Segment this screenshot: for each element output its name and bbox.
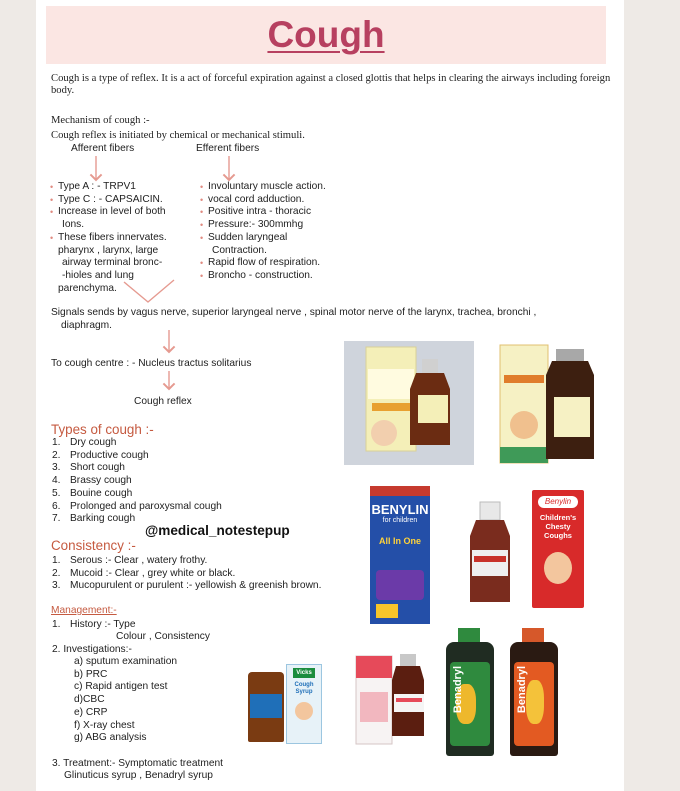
list-item: g) ABG analysis <box>74 732 147 744</box>
product-image-syrup-3 <box>354 652 424 748</box>
consistency-heading: Consistency :- <box>51 538 136 553</box>
list-item: • Broncho - construction. <box>200 269 313 281</box>
treatment-cont: Glinuticus syrup , Benadryl syrup <box>64 770 213 781</box>
list-item: 6. Prolonged and paroxysmal cough <box>52 500 222 512</box>
childrens-chesty-label: Children's Chesty Coughs <box>539 513 577 540</box>
list-item: e) CRP <box>74 706 108 718</box>
list-item: 3. Mucopurulent or purulent :- yellowish & greenish brown. <box>52 580 322 592</box>
list-item: • Positive intra - thoracic <box>200 206 312 218</box>
list-item: c) Rapid antigen test <box>74 681 168 693</box>
list-item: pharynx , larynx, large <box>58 244 159 256</box>
note-page: Cough Cough is a type of reflex. It is a act of forceful expiration against a closed glottis that helps in clearing the airways including foreign body. Mechanism of cough :- Cough reflex is initiated by chemical or mechanical stimuli. Afferent fibers Efferent fibers • Type A : - TRPV1 • Type C : - CAPSAICIN. • Increase in level of both Ions. • These fibers innervates. pharynx , larynx, large airway terminal bronc- -hioles and lung parenchyma. • Involuntary muscle action. • vocal cord adduction. • Positive intra - thoracic • Pressure:- 300mmhg • Sudden laryngeal Contraction. • Rapid flow of respiration. • Broncho - construction. Signals sends by vagus nerve, superior laryngeal nerve , spinal motor nerve of the larynx, trachea, bronchi , diaphragm. To cough centre : - Nucleus tractus solitarius Cough reflex Types of cough :- 1. Dry cough 2. Productive cough 3. Short cough 4. Brassy cough 5. Bouine cough 6. Prolonged and paroxysmal cough 7. Barking cough @medical_notestepup Consistency :- 1. Serous :- Clear , watery frothy. 2. Mucoid :- Clear , grey white or black. 3. Mucopurulent or purulent :- yellowish & greenish brown. Management:- 1. History :- Type Colour , Consistency 2. Investigations:- a) sputum examination b) PRC c) Rapid antigen test d)CBC e) CRP f) X-ray chest g) ABG analysis 3. Treatment:- Symptomatic treatment Glinuticus syrup , Benadryl syrup BENYLIN for children All In One Benylin Children's Chesty Coughs Vicks Cough Syrup Benadryl Benadryl <box>36 0 624 791</box>
product-image-benylin-box <box>370 486 430 624</box>
treatment-line: 3. Treatment:- Symptomatic treatment <box>52 758 223 769</box>
list-item: 7. Barking cough <box>52 513 136 525</box>
list-item: 2. Productive cough <box>52 449 149 461</box>
list-item: 4. Brassy cough <box>52 475 132 487</box>
list-item: 3. Short cough <box>52 462 125 474</box>
list-item: b) PRC <box>74 668 108 680</box>
list-item: • Type A : - TRPV1 <box>50 181 136 192</box>
product-image-benylin-chesty <box>532 490 584 608</box>
benadryl-label-1: Benadryl <box>452 666 464 714</box>
list-item: • vocal cord adduction. <box>200 193 305 205</box>
list-item: 1. Serous :- Clear , watery frothy. <box>52 555 208 566</box>
list-item: • Involuntary muscle action. <box>200 181 326 192</box>
reflex-text: Cough reflex <box>134 396 192 407</box>
investigations-list <box>74 656 177 745</box>
list-item: f) X-ray chest <box>74 719 135 731</box>
history-line: History :- Type <box>70 619 136 630</box>
list-item: • Rapid flow of respiration. <box>200 257 321 269</box>
product-image-syrup-1 <box>344 341 474 465</box>
all-in-one-label: All In One <box>378 536 421 546</box>
list-item: • Type C : - CAPSAICIN. <box>50 193 163 205</box>
types-heading: Types of cough :- <box>51 422 154 437</box>
intro-text: Cough is a type of reflex. It is a act of forceful expiration against a closed glottis that helps in clearing the airways including foreign body. <box>51 73 611 96</box>
list-item: 2. Mucoid :- Clear , grey white or black. <box>52 567 236 579</box>
investigations-line: 2. Investigations:- <box>52 644 132 655</box>
list-item: • Pressure:- 300mmhg <box>200 219 304 231</box>
list-item: • Sudden laryngeal <box>200 231 288 243</box>
product-image-bottle-red <box>468 496 512 608</box>
list-item: Ions. <box>62 219 85 231</box>
list-item: • Increase in level of both <box>50 206 166 218</box>
list-item: parenchyma. <box>58 282 117 294</box>
watermark-handle: @medical_notestepup <box>145 523 290 538</box>
benylin-script: Benylin <box>538 496 578 508</box>
signals-text-cont: diaphragm. <box>61 320 112 331</box>
signals-text: Signals sends by vagus nerve, superior laryngeal nerve , spinal motor nerve of the larynx, trachea, bronchi , <box>51 307 537 318</box>
consistency-list <box>52 555 321 593</box>
afferent-label: Afferent fibers <box>71 143 135 154</box>
management-heading: Management:- <box>51 605 117 616</box>
product-image-syrup-2 <box>496 341 600 465</box>
efferent-label: Efferent fibers <box>196 143 260 154</box>
types-list <box>52 437 222 526</box>
list-item: d)CBC <box>74 694 105 706</box>
cough-syrup-label: Cough Syrup <box>294 682 314 695</box>
list-item: • These fibers innervates. <box>50 231 167 243</box>
list-item: -hioles and lung <box>62 269 134 281</box>
benylin-word: BENYLIN <box>371 502 429 517</box>
list-item: airway terminal bronc- <box>62 257 163 269</box>
benadryl-label-2: Benadryl <box>516 666 528 714</box>
vicks-label: Vicks <box>293 668 315 678</box>
product-image-vicks <box>244 662 322 744</box>
product-image-benadryl <box>442 626 590 756</box>
history-cont: Colour , Consistency <box>116 631 210 642</box>
page-title: Cough <box>267 14 385 55</box>
list-item: 1. Dry cough <box>52 437 117 448</box>
list-item: a) sputum examination <box>74 656 178 667</box>
for-children-label: for children <box>382 517 418 524</box>
list-item: Contraction. <box>212 244 267 256</box>
centre-text: To cough centre : - Nucleus tractus solitarius <box>51 358 252 369</box>
mechanism-line: Cough reflex is initiated by chemical or mechanical stimuli. <box>51 130 305 141</box>
mechanism-heading: Mechanism of cough :- <box>51 115 150 126</box>
list-item: 5. Bouine cough <box>52 487 133 499</box>
merge-chevron <box>124 280 174 302</box>
